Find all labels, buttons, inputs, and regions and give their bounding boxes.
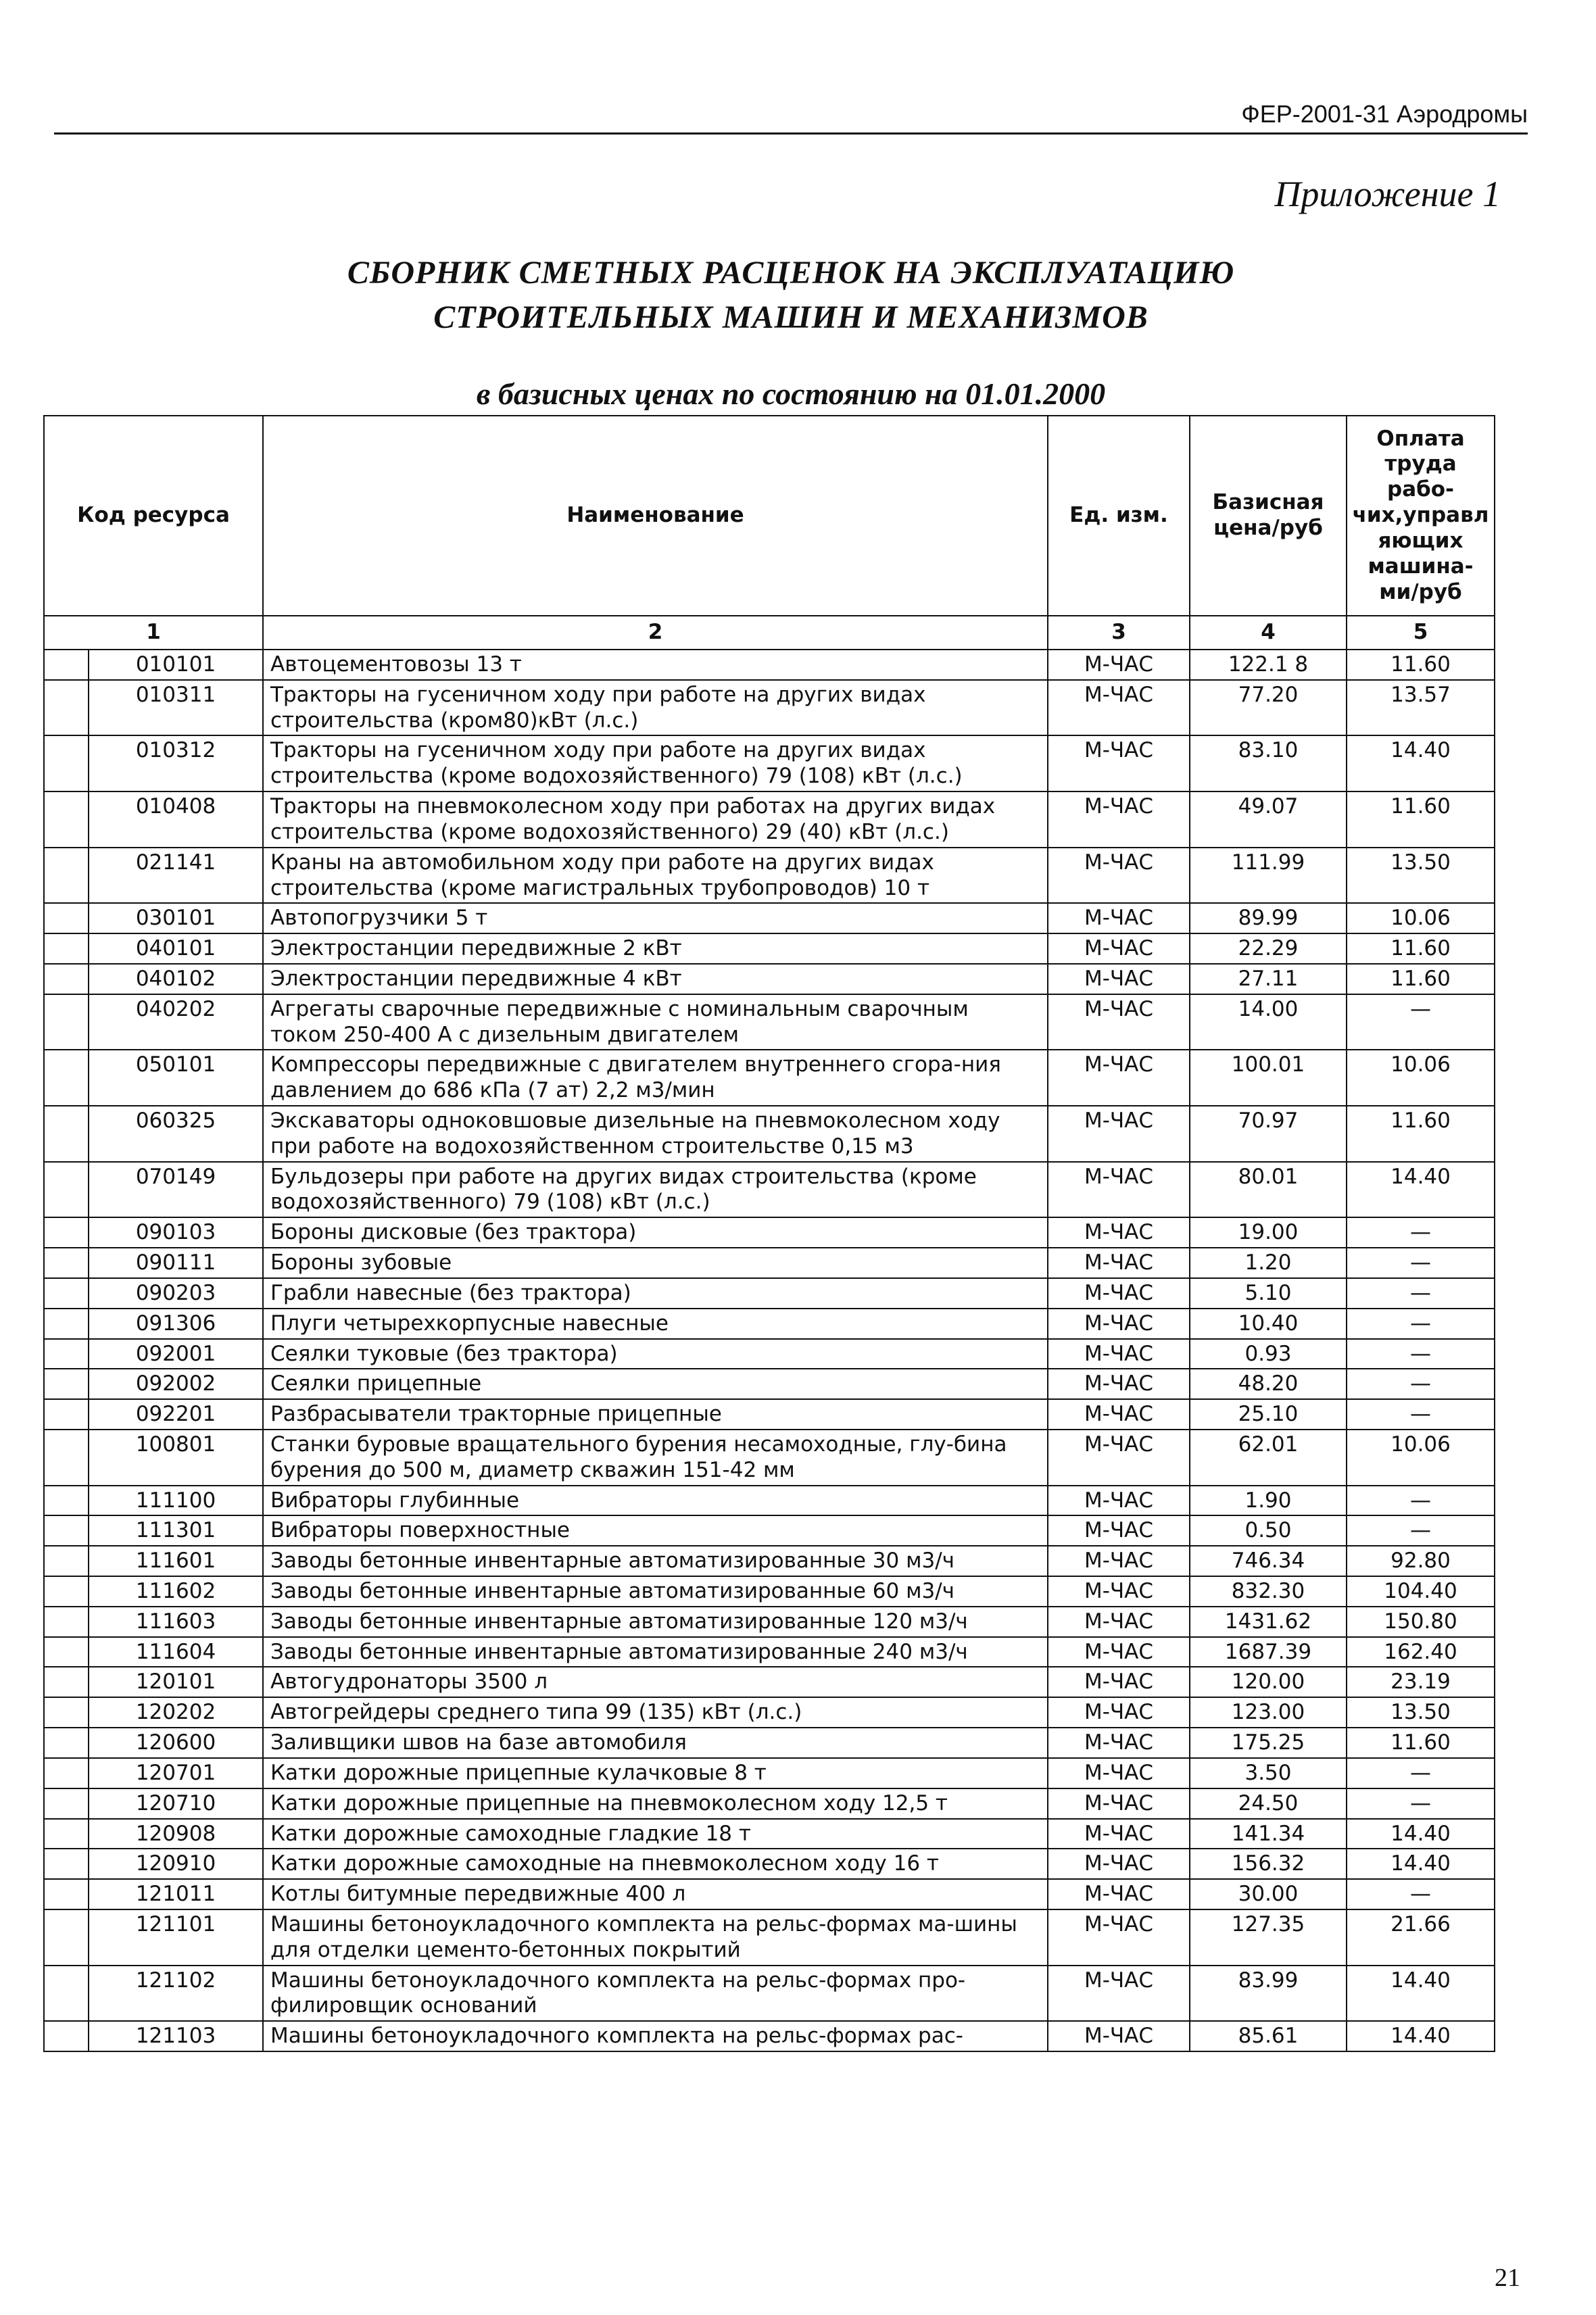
table-row xyxy=(44,1607,1495,1637)
table-row xyxy=(44,1339,1495,1369)
cell-price: 0.50 xyxy=(1190,1515,1347,1546)
table-header-row xyxy=(44,416,1495,616)
cell-pay: 14.40 xyxy=(1347,1966,1495,2022)
cell-code: 060325 xyxy=(89,1106,263,1162)
column-header-code: Код ресурса xyxy=(44,416,263,616)
table-row xyxy=(44,1162,1495,1218)
cell-price: 83.10 xyxy=(1190,735,1347,791)
cell-code: 040101 xyxy=(89,933,263,964)
cell-price: 127.35 xyxy=(1190,1909,1347,1966)
table-row xyxy=(44,1697,1495,1728)
cell-name: Машины бетоноукладочного комплекта на рельс-формах ма-шины для отделки цементо-бетонных покрытий xyxy=(263,1909,1048,1966)
cell-price: 70.97 xyxy=(1190,1106,1347,1162)
row-margin-cell xyxy=(44,1697,89,1728)
cell-pay: — xyxy=(1347,994,1495,1050)
cell-name: Автопогрузчики 5 т xyxy=(263,903,1048,933)
table-row xyxy=(44,1728,1495,1758)
table-row xyxy=(44,1106,1495,1162)
table-row xyxy=(44,1248,1495,1278)
cell-name: Машины бетоноукладочного комплекта на рельс-формах про-филировщик оснований xyxy=(263,1966,1048,2022)
cell-code: 050101 xyxy=(89,1050,263,1106)
cell-name: Заливщики швов на базе автомобиля xyxy=(263,1728,1048,1758)
cell-pay: — xyxy=(1347,1788,1495,1819)
row-margin-cell xyxy=(44,1576,89,1607)
cell-name: Компрессоры передвижные с двигателем внутреннего сгора-ния давлением до 686 кПа (7 ат) 2,2 м3/мин xyxy=(263,1050,1048,1106)
cell-unit: М-ЧАС xyxy=(1048,964,1190,994)
cell-code: 111602 xyxy=(89,1576,263,1607)
cell-code: 090103 xyxy=(89,1217,263,1248)
row-margin-cell xyxy=(44,1515,89,1546)
row-margin-cell xyxy=(44,964,89,994)
cell-name: Экскаваторы одноковшовые дизельные на пневмоколесном ходу при работе на водохозяйственном строительстве 0,15 м3 xyxy=(263,1106,1048,1162)
cell-pay: — xyxy=(1347,1399,1495,1430)
row-margin-cell xyxy=(44,1909,89,1966)
page-number: 21 xyxy=(1495,2264,1520,2292)
cell-unit: М-ЧАС xyxy=(1048,1697,1190,1728)
table-row xyxy=(44,1819,1495,1849)
cell-unit: М-ЧАС xyxy=(1048,1430,1190,1486)
table-row xyxy=(44,1576,1495,1607)
cell-name: Сеялки туковые (без трактора) xyxy=(263,1339,1048,1369)
cell-pay: 21.66 xyxy=(1347,1909,1495,1966)
cell-pay: — xyxy=(1347,1217,1495,1248)
cell-unit: М-ЧАС xyxy=(1048,1515,1190,1546)
cell-code: 120710 xyxy=(89,1788,263,1819)
row-margin-cell xyxy=(44,1486,89,1516)
cell-price: 89.99 xyxy=(1190,903,1347,933)
cell-unit: М-ЧАС xyxy=(1048,1637,1190,1667)
cell-code: 010311 xyxy=(89,680,263,736)
cell-unit: М-ЧАС xyxy=(1048,1399,1190,1430)
table-body xyxy=(44,650,1495,2051)
cell-name: Тракторы на гусеничном ходу при работе на других видах строительства (кром80)кВт (л.с.) xyxy=(263,680,1048,736)
table-row xyxy=(44,1309,1495,1339)
cell-name: Агрегаты сварочные передвижные с номинальным сварочным током 250-400 А с дизельным двигателем xyxy=(263,994,1048,1050)
cell-name: Электростанции передвижные 2 кВт xyxy=(263,933,1048,964)
cell-unit: М-ЧАС xyxy=(1048,791,1190,848)
table-row xyxy=(44,1486,1495,1516)
row-margin-cell xyxy=(44,1667,89,1697)
cell-pay: — xyxy=(1347,1486,1495,1516)
cell-pay: 10.06 xyxy=(1347,1430,1495,1486)
table-row xyxy=(44,1399,1495,1430)
cell-unit: М-ЧАС xyxy=(1048,903,1190,933)
cell-unit: М-ЧАС xyxy=(1048,933,1190,964)
cell-pay: — xyxy=(1347,1339,1495,1369)
rates-table xyxy=(43,415,1495,2052)
cell-name: Вибраторы поверхностные xyxy=(263,1515,1048,1546)
cell-unit: М-ЧАС xyxy=(1048,1486,1190,1516)
cell-unit: М-ЧАС xyxy=(1048,650,1190,680)
row-margin-cell xyxy=(44,1248,89,1278)
table-row xyxy=(44,848,1495,904)
row-margin-cell xyxy=(44,1788,89,1819)
cell-unit: М-ЧАС xyxy=(1048,848,1190,904)
cell-unit: М-ЧАС xyxy=(1048,1819,1190,1849)
cell-unit: М-ЧАС xyxy=(1048,1217,1190,1248)
cell-unit: М-ЧАС xyxy=(1048,2021,1190,2051)
cell-unit: М-ЧАС xyxy=(1048,1339,1190,1369)
cell-name: Грабли навесные (без трактора) xyxy=(263,1278,1048,1309)
row-margin-cell xyxy=(44,1278,89,1309)
row-margin-cell xyxy=(44,1430,89,1486)
cell-pay: 11.60 xyxy=(1347,964,1495,994)
cell-price: 1.20 xyxy=(1190,1248,1347,1278)
table-row xyxy=(44,1909,1495,1966)
cell-pay: — xyxy=(1347,1879,1495,1909)
cell-unit: М-ЧАС xyxy=(1048,1106,1190,1162)
cell-pay: 13.50 xyxy=(1347,1697,1495,1728)
cell-code: 120202 xyxy=(89,1697,263,1728)
table-row xyxy=(44,1966,1495,2022)
cell-price: 122.1 8 xyxy=(1190,650,1347,680)
cell-name: Сеялки прицепные xyxy=(263,1369,1048,1399)
cell-code: 090203 xyxy=(89,1278,263,1309)
cell-code: 121101 xyxy=(89,1909,263,1966)
table-row xyxy=(44,1369,1495,1399)
cell-pay: 10.06 xyxy=(1347,1050,1495,1106)
row-margin-cell xyxy=(44,1637,89,1667)
cell-code: 120701 xyxy=(89,1758,263,1788)
cell-pay: 11.60 xyxy=(1347,1106,1495,1162)
cell-code: 111301 xyxy=(89,1515,263,1546)
cell-code: 091306 xyxy=(89,1309,263,1339)
cell-code: 120908 xyxy=(89,1819,263,1849)
cell-code: 120101 xyxy=(89,1667,263,1697)
row-margin-cell xyxy=(44,1728,89,1758)
row-margin-cell xyxy=(44,1607,89,1637)
cell-unit: М-ЧАС xyxy=(1048,1369,1190,1399)
cell-price: 123.00 xyxy=(1190,1697,1347,1728)
document-title-line2: СТРОИТЕЛЬНЫХ МАШИН И МЕХАНИЗМОВ xyxy=(433,299,1148,335)
cell-pay: 11.60 xyxy=(1347,650,1495,680)
table-row xyxy=(44,1050,1495,1106)
cell-code: 121102 xyxy=(89,1966,263,2022)
cell-pay: 10.06 xyxy=(1347,903,1495,933)
cell-pay: 104.40 xyxy=(1347,1576,1495,1607)
column-header-unit: Ед. изм. xyxy=(1048,416,1190,616)
cell-code: 092002 xyxy=(89,1369,263,1399)
table-row xyxy=(44,1546,1495,1576)
cell-price: 0.93 xyxy=(1190,1339,1347,1369)
row-margin-cell xyxy=(44,735,89,791)
column-number: 1 xyxy=(44,616,263,650)
row-margin-cell xyxy=(44,1369,89,1399)
column-number-row xyxy=(44,616,1495,650)
cell-pay: 23.19 xyxy=(1347,1667,1495,1697)
table-row xyxy=(44,1788,1495,1819)
cell-pay: 150.80 xyxy=(1347,1607,1495,1637)
cell-price: 19.00 xyxy=(1190,1217,1347,1248)
cell-code: 040102 xyxy=(89,964,263,994)
cell-price: 77.20 xyxy=(1190,680,1347,736)
cell-price: 30.00 xyxy=(1190,1879,1347,1909)
cell-code: 121103 xyxy=(89,2021,263,2051)
cell-name: Заводы бетонные инвентарные автоматизированные 240 м3/ч xyxy=(263,1637,1048,1667)
cell-pay: 14.40 xyxy=(1347,2021,1495,2051)
row-margin-cell xyxy=(44,680,89,736)
column-number: 2 xyxy=(263,616,1048,650)
cell-name: Заводы бетонные инвентарные автоматизированные 60 м3/ч xyxy=(263,1576,1048,1607)
cell-price: 80.01 xyxy=(1190,1162,1347,1218)
cell-price: 49.07 xyxy=(1190,791,1347,848)
cell-pay: 13.57 xyxy=(1347,680,1495,736)
column-header-pay: Оплата труда рабо-чих,управл яющих машина-ми/руб xyxy=(1347,416,1495,616)
row-margin-cell xyxy=(44,1879,89,1909)
cell-name: Плуги четырехкорпусные навесные xyxy=(263,1309,1048,1339)
cell-pay: — xyxy=(1347,1309,1495,1339)
header-rule xyxy=(54,132,1528,135)
cell-price: 62.01 xyxy=(1190,1430,1347,1486)
table-row xyxy=(44,2021,1495,2051)
cell-price: 85.61 xyxy=(1190,2021,1347,2051)
cell-price: 120.00 xyxy=(1190,1667,1347,1697)
cell-code: 092001 xyxy=(89,1339,263,1369)
document-title-line1: СБОРНИК СМЕТНЫХ РАСЦЕНОК НА ЭКСПЛУАТАЦИЮ xyxy=(347,255,1235,291)
cell-name: Автоцементовозы 13 т xyxy=(263,650,1048,680)
cell-pay: 13.50 xyxy=(1347,848,1495,904)
cell-price: 141.34 xyxy=(1190,1819,1347,1849)
cell-pay: 11.60 xyxy=(1347,1728,1495,1758)
cell-name: Катки дорожные прицепные на пневмоколесном ходу 12,5 т xyxy=(263,1788,1048,1819)
table-row xyxy=(44,680,1495,736)
cell-code: 120600 xyxy=(89,1728,263,1758)
cell-name: Автогудронаторы 3500 л xyxy=(263,1667,1048,1697)
row-margin-cell xyxy=(44,650,89,680)
cell-price: 1687.39 xyxy=(1190,1637,1347,1667)
cell-code: 030101 xyxy=(89,903,263,933)
row-margin-cell xyxy=(44,1849,89,1879)
cell-price: 22.29 xyxy=(1190,933,1347,964)
table-row xyxy=(44,1879,1495,1909)
cell-name: Котлы битумные передвижные 400 л xyxy=(263,1879,1048,1909)
cell-name: Заводы бетонные инвентарные автоматизированные 30 м3/ч xyxy=(263,1546,1048,1576)
table-row xyxy=(44,1849,1495,1879)
cell-price: 100.01 xyxy=(1190,1050,1347,1106)
cell-price: 24.50 xyxy=(1190,1788,1347,1819)
cell-code: 070149 xyxy=(89,1162,263,1218)
cell-unit: М-ЧАС xyxy=(1048,1576,1190,1607)
cell-pay: 162.40 xyxy=(1347,1637,1495,1667)
table-row xyxy=(44,933,1495,964)
table-row xyxy=(44,1430,1495,1486)
cell-price: 746.34 xyxy=(1190,1546,1347,1576)
cell-code: 100801 xyxy=(89,1430,263,1486)
cell-unit: М-ЧАС xyxy=(1048,1162,1190,1218)
cell-code: 092201 xyxy=(89,1399,263,1430)
cell-unit: М-ЧАС xyxy=(1048,1309,1190,1339)
cell-name: Бульдозеры при работе на других видах строительства (кроме водохозяйственного) 79 (108) кВт (л.с.) xyxy=(263,1162,1048,1218)
cell-unit: М-ЧАС xyxy=(1048,1050,1190,1106)
cell-unit: М-ЧАС xyxy=(1048,1758,1190,1788)
cell-price: 111.99 xyxy=(1190,848,1347,904)
cell-price: 1.90 xyxy=(1190,1486,1347,1516)
cell-code: 111100 xyxy=(89,1486,263,1516)
row-margin-cell xyxy=(44,933,89,964)
cell-price: 10.40 xyxy=(1190,1309,1347,1339)
cell-name: Катки дорожные самоходные гладкие 18 т xyxy=(263,1819,1048,1849)
row-margin-cell xyxy=(44,848,89,904)
running-title: ФЕР-2001-31 Аэродромы xyxy=(1241,100,1528,128)
cell-name: Автогрейдеры среднего типа 99 (135) кВт (л.с.) xyxy=(263,1697,1048,1728)
cell-name: Разбрасыватели тракторные прицепные xyxy=(263,1399,1048,1430)
cell-code: 111601 xyxy=(89,1546,263,1576)
cell-code: 090111 xyxy=(89,1248,263,1278)
cell-name: Тракторы на гусеничном ходу при работе на других видах строительства (кроме водохозяйственного) 79 (108) кВт (л.с.) xyxy=(263,735,1048,791)
row-margin-cell xyxy=(44,1819,89,1849)
cell-pay: — xyxy=(1347,1369,1495,1399)
cell-pay: 92.80 xyxy=(1347,1546,1495,1576)
cell-name: Станки буровые вращательного бурения несамоходные, глу-бина бурения до 500 м, диаметр скважин 151-42 мм xyxy=(263,1430,1048,1486)
table-row xyxy=(44,1667,1495,1697)
row-margin-cell xyxy=(44,1966,89,2022)
cell-price: 3.50 xyxy=(1190,1758,1347,1788)
cell-price: 27.11 xyxy=(1190,964,1347,994)
column-number: 5 xyxy=(1347,616,1495,650)
cell-code: 010312 xyxy=(89,735,263,791)
cell-name: Бороны зубовые xyxy=(263,1248,1048,1278)
table-row xyxy=(44,650,1495,680)
cell-pay: 11.60 xyxy=(1347,933,1495,964)
cell-unit: М-ЧАС xyxy=(1048,1728,1190,1758)
cell-pay: — xyxy=(1347,1278,1495,1309)
row-margin-cell xyxy=(44,1546,89,1576)
cell-pay: 14.40 xyxy=(1347,1849,1495,1879)
row-margin-cell xyxy=(44,1162,89,1218)
cell-code: 121011 xyxy=(89,1879,263,1909)
cell-code: 010101 xyxy=(89,650,263,680)
cell-price: 14.00 xyxy=(1190,994,1347,1050)
cell-code: 040202 xyxy=(89,994,263,1050)
cell-pay: 14.40 xyxy=(1347,735,1495,791)
row-margin-cell xyxy=(44,1050,89,1106)
row-margin-cell xyxy=(44,1399,89,1430)
cell-price: 83.99 xyxy=(1190,1966,1347,2022)
cell-price: 1431.62 xyxy=(1190,1607,1347,1637)
column-number: 4 xyxy=(1190,616,1347,650)
cell-code: 111604 xyxy=(89,1637,263,1667)
row-margin-cell xyxy=(44,903,89,933)
table-row xyxy=(44,1515,1495,1546)
cell-pay: 14.40 xyxy=(1347,1819,1495,1849)
cell-pay: 11.60 xyxy=(1347,791,1495,848)
cell-name: Краны на автомобильном ходу при работе на других видах строительства (кроме магистральных трубопроводов) 10 т xyxy=(263,848,1048,904)
table-row xyxy=(44,1637,1495,1667)
cell-name: Заводы бетонные инвентарные автоматизированные 120 м3/ч xyxy=(263,1607,1048,1637)
cell-name: Машины бетоноукладочного комплекта на рельс-формах рас- xyxy=(263,2021,1048,2051)
cell-name: Электростанции передвижные 4 кВт xyxy=(263,964,1048,994)
table-row xyxy=(44,964,1495,994)
cell-unit: М-ЧАС xyxy=(1048,1966,1190,2022)
cell-name: Тракторы на пневмоколесном ходу при работах на других видах строительства (кроме водохозяйственного) 29 (40) кВт (л.с.) xyxy=(263,791,1048,848)
cell-code: 120910 xyxy=(89,1849,263,1879)
row-margin-cell xyxy=(44,1217,89,1248)
appendix-label: Приложение 1 xyxy=(1274,174,1501,214)
cell-price: 175.25 xyxy=(1190,1728,1347,1758)
column-header-price: Базисная цена/руб xyxy=(1190,416,1347,616)
document-subtitle: в базисных ценах по состоянию на 01.01.2000 xyxy=(476,376,1106,411)
cell-unit: М-ЧАС xyxy=(1048,1849,1190,1879)
table-row xyxy=(44,735,1495,791)
cell-pay: — xyxy=(1347,1515,1495,1546)
row-margin-cell xyxy=(44,1106,89,1162)
cell-unit: М-ЧАС xyxy=(1048,1546,1190,1576)
cell-unit: М-ЧАС xyxy=(1048,735,1190,791)
cell-name: Катки дорожные прицепные кулачковые 8 т xyxy=(263,1758,1048,1788)
table-row xyxy=(44,1758,1495,1788)
cell-unit: М-ЧАС xyxy=(1048,680,1190,736)
row-margin-cell xyxy=(44,1339,89,1369)
row-margin-cell xyxy=(44,1309,89,1339)
table-row xyxy=(44,1217,1495,1248)
cell-pay: — xyxy=(1347,1248,1495,1278)
cell-code: 021141 xyxy=(89,848,263,904)
cell-price: 48.20 xyxy=(1190,1369,1347,1399)
cell-unit: М-ЧАС xyxy=(1048,1667,1190,1697)
cell-unit: М-ЧАС xyxy=(1048,1879,1190,1909)
cell-code: 010408 xyxy=(89,791,263,848)
column-number: 3 xyxy=(1048,616,1190,650)
cell-unit: М-ЧАС xyxy=(1048,1788,1190,1819)
cell-unit: М-ЧАС xyxy=(1048,1278,1190,1309)
table-row xyxy=(44,791,1495,848)
cell-name: Вибраторы глубинные xyxy=(263,1486,1048,1516)
cell-price: 156.32 xyxy=(1190,1849,1347,1879)
cell-unit: М-ЧАС xyxy=(1048,994,1190,1050)
row-margin-cell xyxy=(44,994,89,1050)
table-row xyxy=(44,903,1495,933)
cell-price: 832.30 xyxy=(1190,1576,1347,1607)
cell-pay: 14.40 xyxy=(1347,1162,1495,1218)
cell-price: 5.10 xyxy=(1190,1278,1347,1309)
cell-code: 111603 xyxy=(89,1607,263,1637)
cell-unit: М-ЧАС xyxy=(1048,1248,1190,1278)
cell-price: 25.10 xyxy=(1190,1399,1347,1430)
row-margin-cell xyxy=(44,1758,89,1788)
cell-name: Катки дорожные самоходные на пневмоколесном ходу 16 т xyxy=(263,1849,1048,1879)
cell-unit: М-ЧАС xyxy=(1048,1607,1190,1637)
table-row xyxy=(44,1278,1495,1309)
cell-unit: М-ЧАС xyxy=(1048,1909,1190,1966)
table-row xyxy=(44,994,1495,1050)
row-margin-cell xyxy=(44,791,89,848)
row-margin-cell xyxy=(44,2021,89,2051)
cell-name: Бороны дисковые (без трактора) xyxy=(263,1217,1048,1248)
column-header-name: Наименование xyxy=(263,416,1048,616)
cell-pay: — xyxy=(1347,1758,1495,1788)
